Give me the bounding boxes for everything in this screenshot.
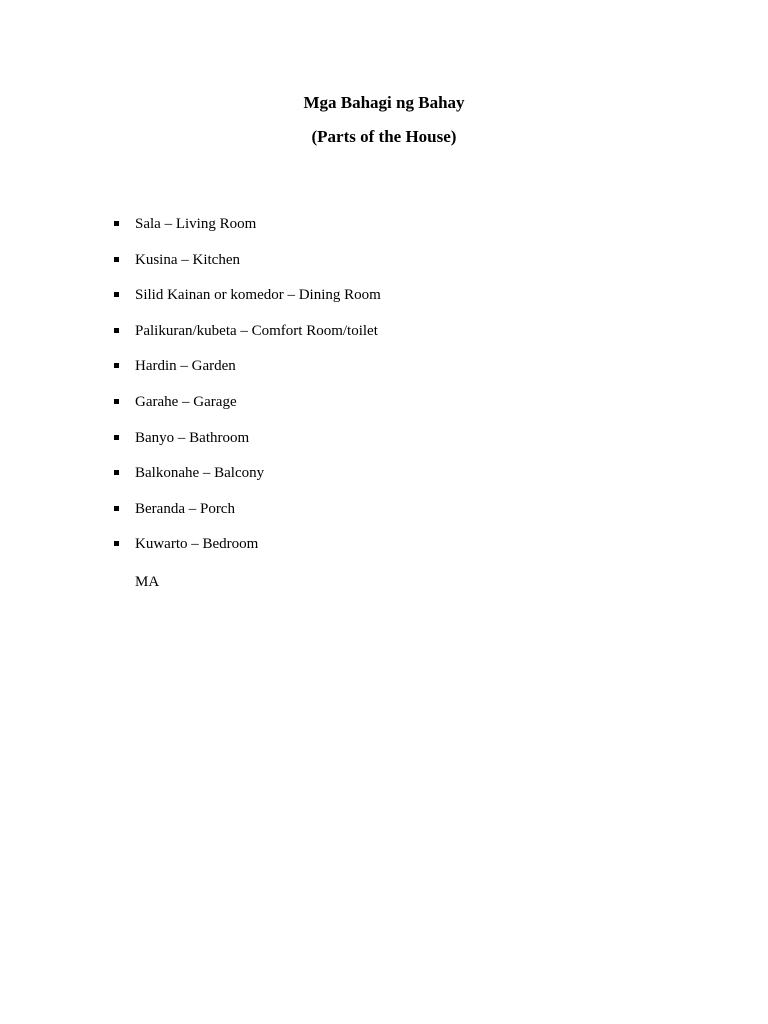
square-bullet-icon [114, 506, 119, 511]
square-bullet-icon [114, 541, 119, 546]
square-bullet-icon [114, 328, 119, 333]
square-bullet-icon [114, 363, 119, 368]
square-bullet-icon [114, 399, 119, 404]
list-item-text: Sala – Living Room [135, 216, 257, 232]
list-item-text: Garahe – Garage [135, 393, 237, 410]
list-item-text: Kuwarto – Bedroom [135, 536, 259, 553]
list-item-text: Palikuran/kubeta – Comfort Room/toilet [135, 322, 378, 339]
square-bullet-icon [114, 435, 119, 440]
note-text: MA [135, 574, 160, 590]
square-bullet-icon [114, 257, 119, 262]
list-item-text: Kusina – Kitchen [135, 251, 240, 268]
square-bullet-icon [114, 470, 119, 475]
list-item-text: Hardin – Garden [135, 358, 236, 375]
list-item-text: Balkonahe – Balcony [135, 465, 265, 482]
page-subtitle: (Parts of the House) [311, 127, 457, 146]
list-item-text: Silid Kainan or komedor – Dining Room [135, 287, 381, 304]
square-bullet-icon [114, 221, 119, 226]
page-title: Mga Bahagi ng Bahay [303, 93, 465, 112]
list-item-text: Banyo – Bathroom [135, 429, 250, 446]
square-bullet-icon [114, 292, 119, 297]
list-item-text: Beranda – Porch [135, 500, 235, 517]
